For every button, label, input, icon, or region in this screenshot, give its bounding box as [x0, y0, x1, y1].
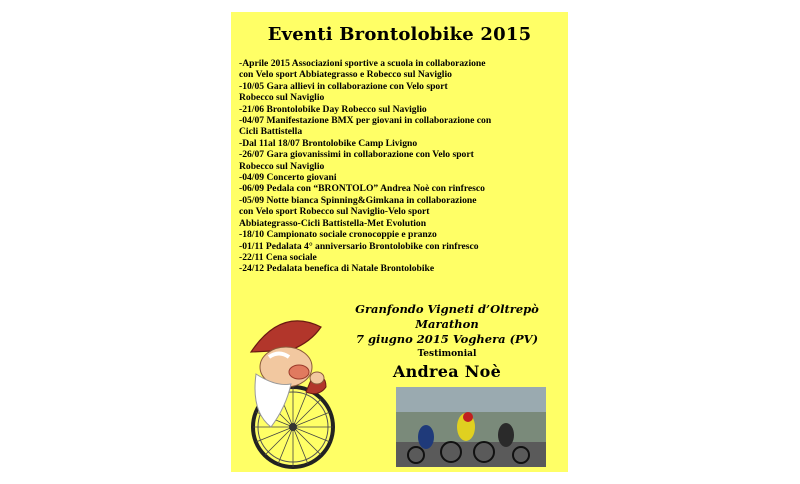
promo-event-date: 7 giugno 2015 Voghera (PV) [355, 332, 539, 346]
event-line: -24/12 Pedalata benefica di Natale Brontolobike [239, 263, 435, 275]
event-line: Robecco sul Naviglio [239, 160, 325, 172]
event-line: -01/11 Pedalata 4° anniversario Brontolobike con rinfresco [239, 240, 479, 252]
poster-title: Eventi Brontolobike 2015 [267, 24, 532, 45]
promo-testimonial-name: Andrea Noè [392, 362, 502, 381]
event-poster [231, 12, 568, 472]
event-line: -05/09 Notte bianca Spinning&Gimkana in collaborazione [239, 194, 477, 206]
cyclists-photo [396, 387, 546, 467]
event-line: -Dal 11al 18/07 Brontolobike Camp Livigno [239, 137, 418, 149]
event-line: -18/10 Campionato sociale cronocoppie e pranzo [239, 229, 437, 241]
event-list [239, 58, 565, 275]
promo-testimonial-label: Testimonial [417, 349, 477, 359]
granfondo-promo [336, 302, 558, 383]
event-line: -26/07 Gara giovanissimi in collaborazione con Velo sport [239, 149, 474, 161]
event-line: -Aprile 2015 Associazioni sportive a scuola in collaborazione [239, 58, 486, 69]
event-line: Cicli Battistella [239, 126, 303, 138]
promo-event-type: Marathon [415, 317, 479, 331]
event-line: Robecco sul Naviglio [239, 92, 325, 104]
event-line: -21/06 Brontolobike Day Robecco sul Naviglio [239, 103, 427, 115]
event-line: -10/05 Gara allievi in collaborazione con Velo sport [239, 80, 448, 92]
event-line: -06/09 Pedala con “BRONTOLO” Andrea Noè con rinfresco [239, 183, 485, 195]
event-line: con Velo sport Abbiategrasso e Robecco sul Naviglio [239, 69, 452, 81]
event-line: Abbiategrasso-Cicli Battistella-Met Evolution [239, 217, 427, 229]
event-line: -04/09 Concerto giovani [239, 172, 337, 184]
promo-event-name: Granfondo Vigneti d’Oltrepò [355, 302, 539, 316]
event-line: -04/07 Manifestazione BMX per giovani in collaborazione con [239, 115, 492, 127]
event-line: -22/11 Cena sociale [239, 251, 317, 263]
event-line: con Velo sport Robecco sul Naviglio-Velo sport [239, 206, 430, 218]
